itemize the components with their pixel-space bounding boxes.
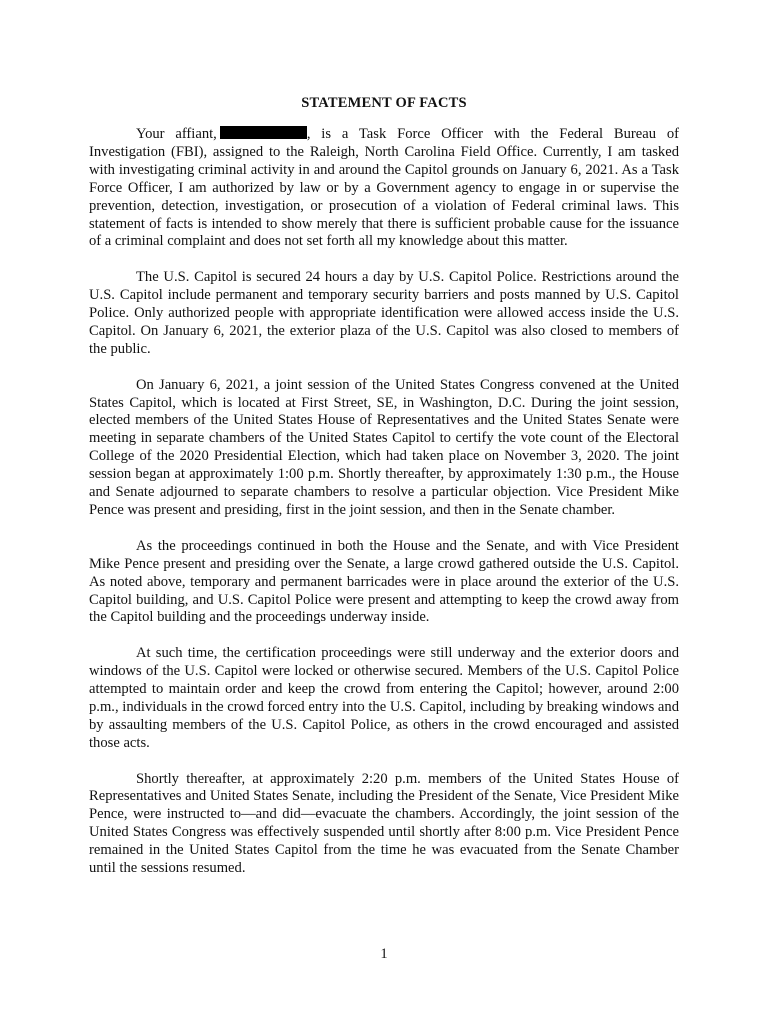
paragraph-joint-session: On January 6, 2021, a joint session of the United States Congress convened at the United States Capitol, which is located at First Street, SE, in Washington, D.C. During the joint session, elected members of the United States House of Representatives and the United States Senate were meeting in separate chambers of the United States Capitol to certify the vote count of the Electoral College of the 2020 Presidential Election, which had taken place on November 3, 2020. The joint session began at approximately 1:00 p.m. Shortly thereafter, by approximately 1:30 p.m., the House and Senate adjourned to separate chambers to resolve a particular objection. Vice President Mike Pence was present and presiding, first in the joint session, and then in the Senate chamber. bbox=[89, 376, 679, 518]
paragraph-affiant bbox=[89, 126, 679, 251]
paragraph-affiant-suffix: , is a Task Force Officer with the Federal Bureau of Investigation (FBI), assigned to the Raleigh, North Carolina Field Office. Currently, I am tasked with investigating criminal activity in and around the Capitol grounds on January 6, 2021. As a Task Force Officer, I am authorized by law or by a Government agency to engage in or supervise the prevention, detection, investigation, or prosecution of a violation of Federal criminal laws. This statement of facts is intended to show merely that there is sufficient probable cause for the issuance of a criminal complaint and does not set forth all my knowledge about this matter. bbox=[89, 126, 679, 250]
paragraph-forced-entry: At such time, the certification proceedings were still underway and the exterior doors and windows of the U.S. Capitol were locked or otherwise secured. Members of the U.S. Capitol Police attempted to maintain order and keep the crowd from entering the Capitol; however, around 2:00 p.m., individuals in the crowd forced entry into the U.S. Capitol, including by breaking windows and by assaulting members of the U.S. Capitol Police, as others in the crowd encouraged and assisted those acts. bbox=[89, 645, 679, 751]
paragraph-crowd-gathered: As the proceedings continued in both the House and the Senate, and with Vice President Mike Pence present and presiding over the Senate, a large crowd gathered outside the U.S. Capitol. As noted above, temporary and permanent barricades were in place around the exterior of the U.S. Capitol building, and U.S. Capitol Police were present and attempting to keep the crowd away from the Capitol building and the proceedings underway inside. bbox=[89, 537, 679, 626]
paragraph-evacuation: Shortly thereafter, at approximately 2:20 p.m. members of the United States House of Representatives and United States Senate, including the President of the Senate, Vice President Mike Pence, were instructed to—and did—evacuate the chambers. Accordingly, the joint session of the United States Congress was effectively suspended until shortly after 8:00 p.m. Vice President Pence remained in the United States Capitol from the time he was evacuated from the Senate Chamber until the sessions resumed. bbox=[89, 770, 679, 877]
document-body bbox=[89, 126, 679, 896]
document-title: STATEMENT OF FACTS bbox=[301, 95, 467, 111]
page-number: 1 bbox=[380, 946, 388, 962]
paragraph-affiant-prefix: Your affiant, bbox=[136, 126, 217, 142]
redacted-name-block bbox=[220, 126, 307, 139]
paragraph-capitol-security: The U.S. Capitol is secured 24 hours a day by U.S. Capitol Police. Restrictions around the U.S. Capitol include permanent and temporary security barriers and posts manned by U.S. Capitol Police. Only authorized people with appropriate identification were allowed access inside the U.S. Capitol. On January 6, 2021, the exterior plaza of the U.S. Capitol was also closed to members of the public. bbox=[89, 269, 679, 357]
